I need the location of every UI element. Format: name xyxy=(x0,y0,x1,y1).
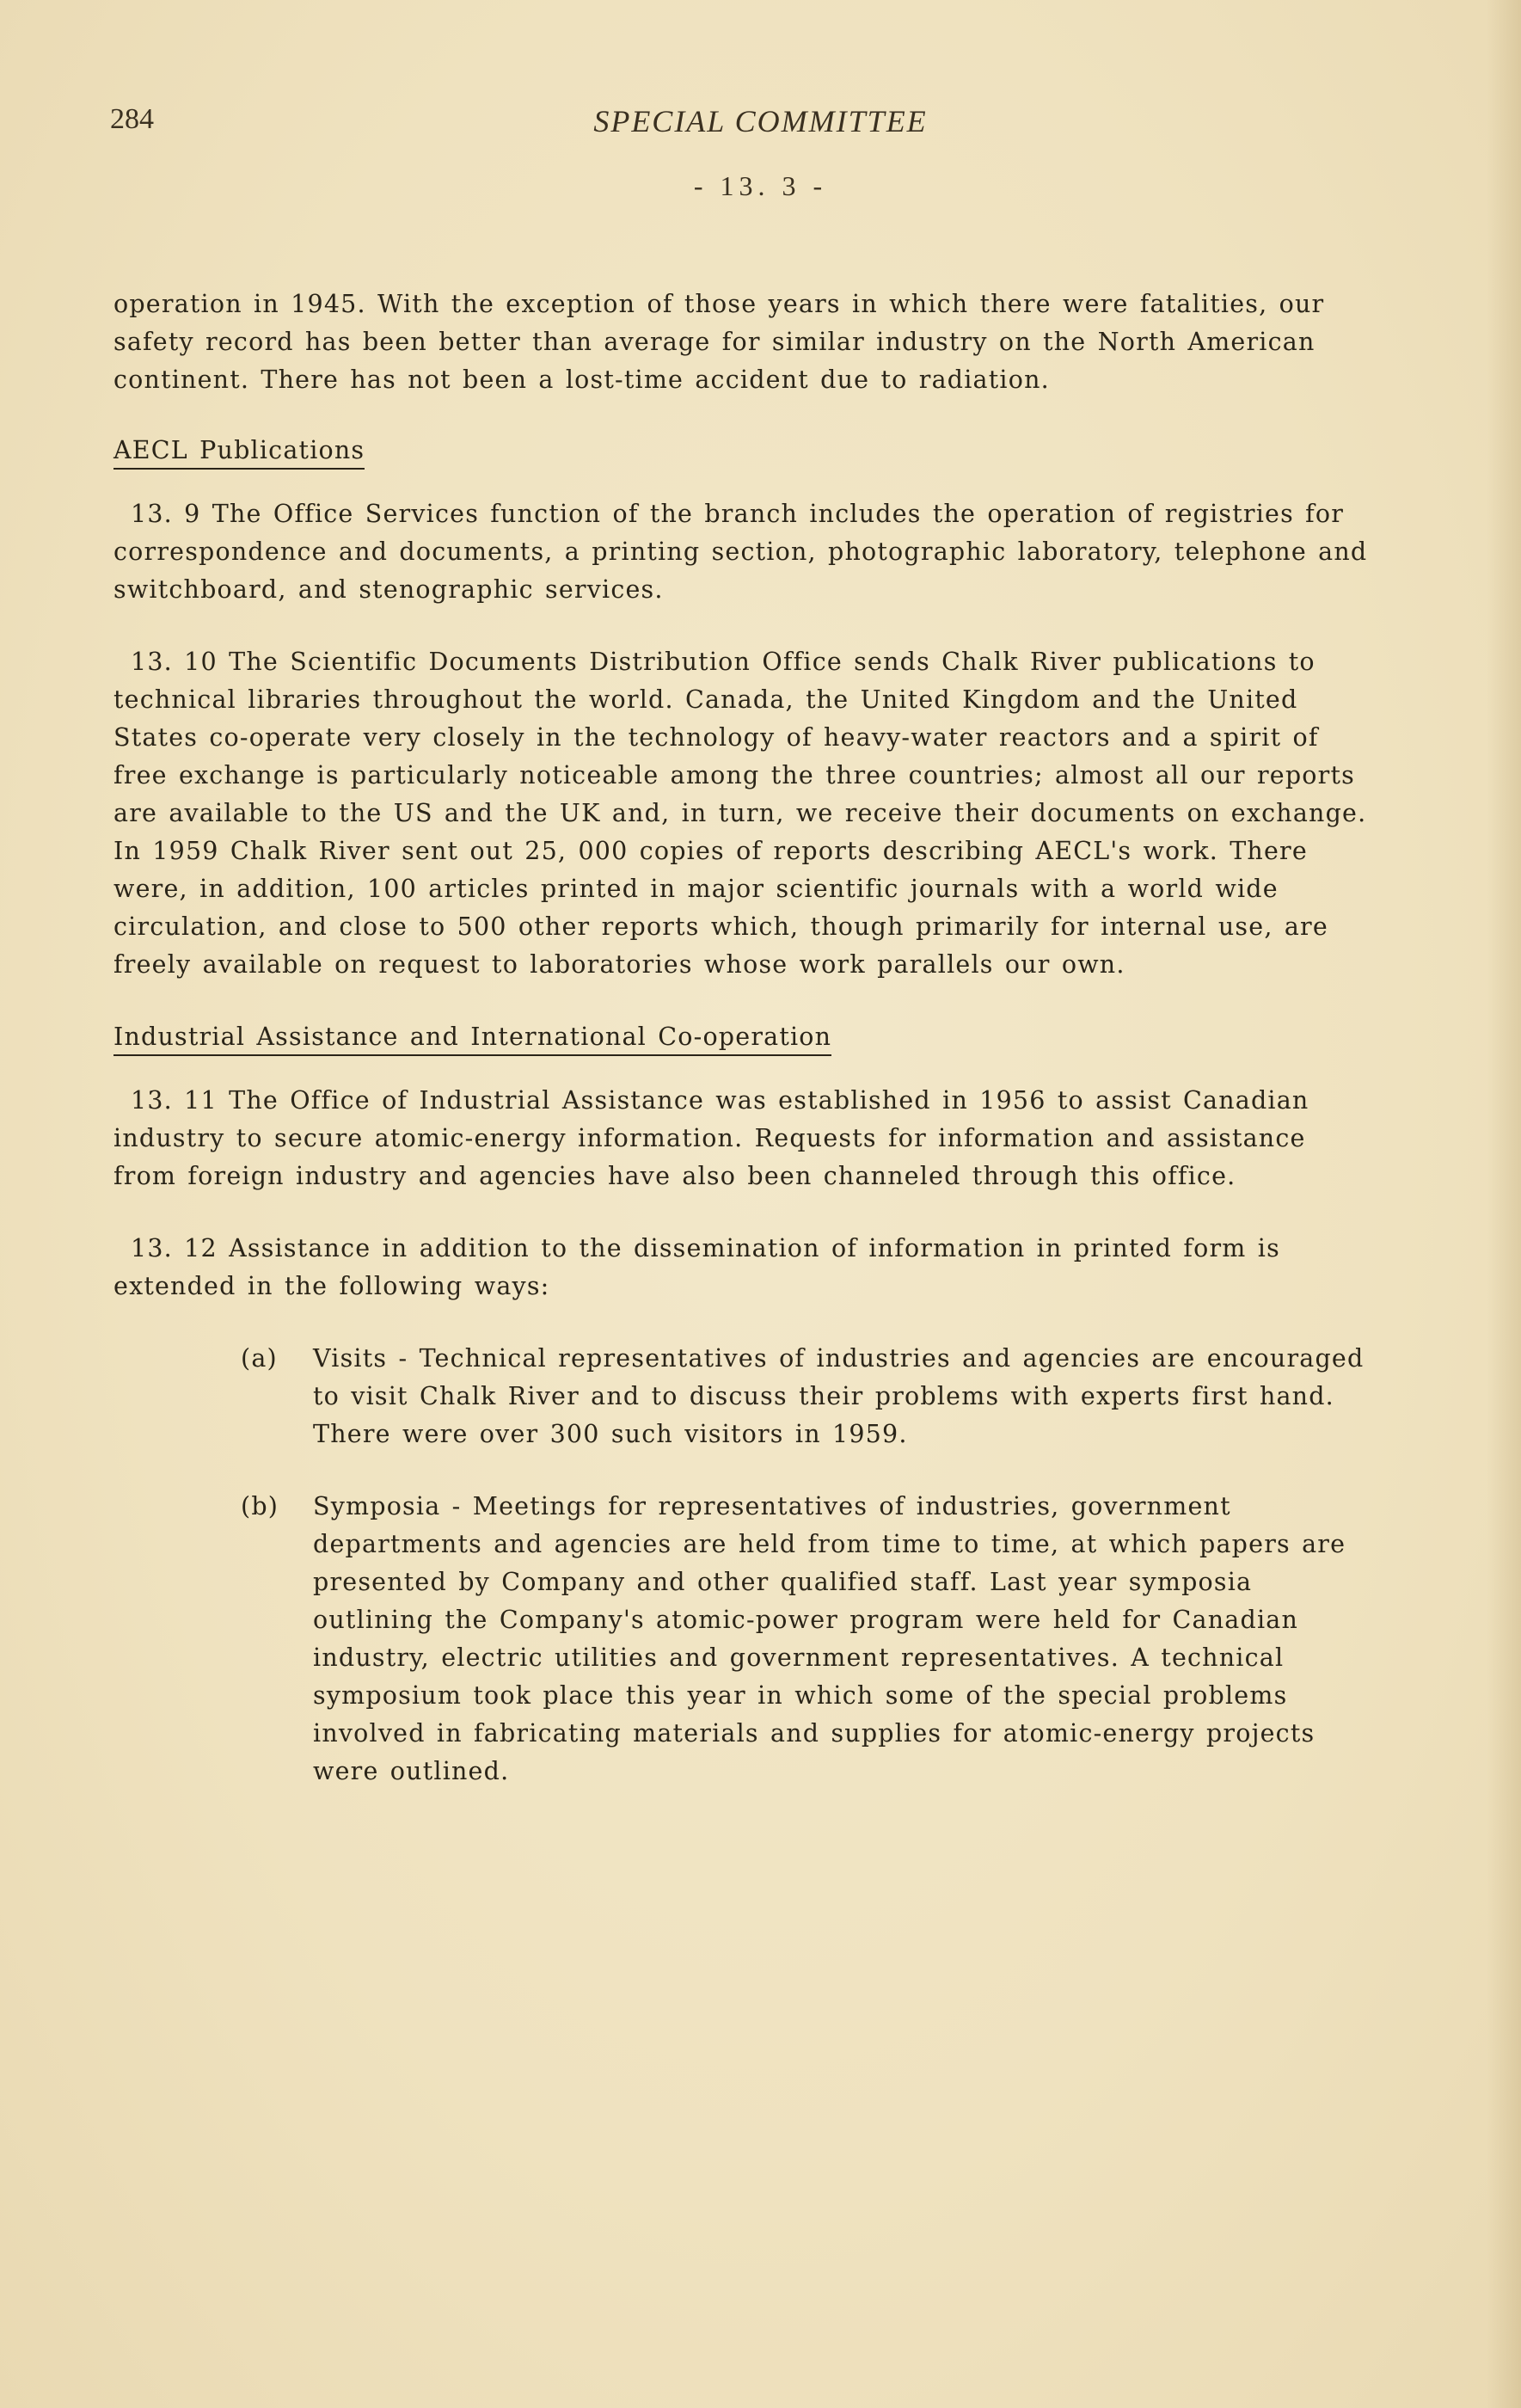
paragraph-text: The Scientific Documents Distribution Office sends Chalk River publications to technical libraries throughout the world. Canada, the United Kingdom and the United States co-operate very closely in the technology of heavy-water reactors and a spirit of free exchange is particularly noticeable among the three countries; almost all our reports are available to the US and the UK and, in turn, we receive their documents on exchange. In 1959 Chalk River sent out 25, 000 copies of reports describing AECL's work. There were, in addition, 100 articles printed in major scientific journals with a world wide circulation, and close to 500 other reports which, though primarily for internal use, are freely available on request to laboratories whose work parallels our own. xyxy=(113,648,1367,979)
paragraph-number: 13. 9 xyxy=(131,500,201,528)
page-number: 284 xyxy=(110,103,154,135)
list-item-text: Visits - Technical representatives of industries and agencies are encouraged to visit Chalk River and to discuss their problems with experts first hand. There were over 300 such visitors in 1959. xyxy=(313,1344,1365,1448)
paragraph-13-11 xyxy=(113,1082,1377,1195)
running-title: SPECIAL COMMITTEE xyxy=(593,104,928,138)
section-aecl-publications xyxy=(113,432,1377,984)
paragraph-13-9 xyxy=(113,495,1377,609)
list-item-symposia xyxy=(241,1488,1377,1791)
paragraph-number: 13. 11 xyxy=(131,1086,218,1115)
page-edge-shadow xyxy=(1487,0,1521,2408)
paragraph-13-12 xyxy=(113,1230,1377,1305)
section-heading: AECL Publications xyxy=(113,435,365,470)
section-heading: Industrial Assistance and International Co-operation xyxy=(113,1022,831,1056)
list-item-label: (a) xyxy=(241,1344,278,1373)
paragraph-text: Assistance in addition to the dissemination of information in printed form is extended in the following ways: xyxy=(113,1234,1280,1300)
document-body xyxy=(113,286,1377,1825)
paragraph-text: The Office of Industrial Assistance was established in 1956 to assist Canadian industry to secure atomic-energy information. Requests for information and assistance from foreign industry and agencies have also been channeled through this office. xyxy=(113,1086,1309,1190)
paragraph-number: 13. 10 xyxy=(131,648,218,676)
list-item-visits xyxy=(241,1340,1377,1453)
list-item-label: (b) xyxy=(241,1492,279,1520)
section-industrial-assistance xyxy=(113,1018,1377,1791)
opening-paragraph: operation in 1945. With the exception of those years in which there were fatalities, our safety record has been better than average for similar industry on the North American continent. There has not been a lost-time accident due to radiation. xyxy=(113,290,1325,394)
paragraph-number: 13. 12 xyxy=(131,1234,218,1262)
page-header xyxy=(0,103,1521,146)
paragraph-text: The Office Services function of the branch includes the operation of registries for correspondence and documents, a printing section, photographic laboratory, telephone and switchboard, and stenographic services. xyxy=(113,500,1368,604)
section-number: - 13. 3 - xyxy=(693,170,828,201)
paragraph-13-10 xyxy=(113,643,1377,984)
list-item-text: Symposia - Meetings for representatives of industries, government departments and agencies are held from time to time, at which papers are presented by Company and other qualified staff. Last year symposia outlining the Company's atomic-power program were held for Canadian industry, electric utilities and government representatives. A technical symposium took place this year in which some of the special problems involved in fabricating materials and supplies for atomic-energy projects were outlined. xyxy=(313,1492,1346,1785)
